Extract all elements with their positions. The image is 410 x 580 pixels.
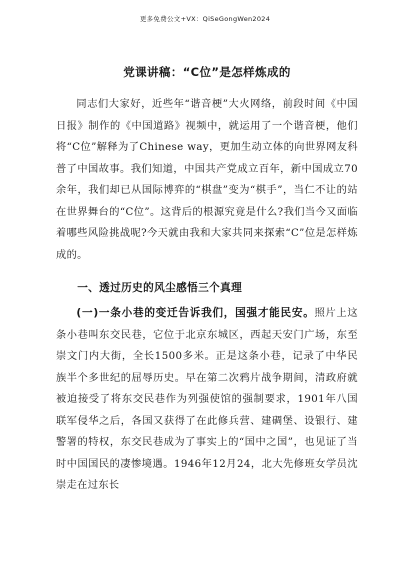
- intro-paragraph: 同志们大家好，近些年“谐音梗”大火网络，前段时间《中国日报》制作的《中国道路》视频中，就运用了一个谐音梗，他们将“C位”解释为了Chinese way，更加生动立体的向世界网友科普了中国故事。我们知道，中国共产党成立百年，新中国成立70余年，我们却已从国际博弈的“棋盘”变为“棋手”，当仁不让的站在世界舞台的“C位”。这背后的根源究竟是什么?我们当今又面临着哪些风险挑战呢?今天就由我和大家共同来探索“C”位是怎样炼成的。: [56, 99, 358, 261]
- section-heading: 一、透过历史的风尘感悟三个真理: [77, 282, 243, 294]
- section-paragraph: [56, 303, 358, 497]
- section-lead-sentence: (一)一条小巷的变迁告诉我们，国强才能民安。: [76, 307, 315, 319]
- document-title: 党课讲稿：“C位”是怎样炼成的: [123, 65, 291, 79]
- section-body-text: 照片上这条小巷叫东交民巷，它位于北京东城区，西起天安门广场，东至崇文门内大街，全长1500多米。正是这条小巷，记录了中华民族半个多世纪的屈辱历史。早在第二次鸦片战争期间，清政府就被迫接受了将东交民巷作为列强使馆的强制要求，1901年八国联军侵华之后，各国又获得了在此修兵营、建碉堡、设银行、建警署的特权，东交民巷成为了事实上的“国中之国”，也见证了当时中国国民的凄惨境遇。1946年12月24，北大先修班女学员沈崇走在过东长: [56, 308, 358, 491]
- header-note: 更多免费公文+VX：QiSeGongWen2024: [139, 15, 271, 23]
